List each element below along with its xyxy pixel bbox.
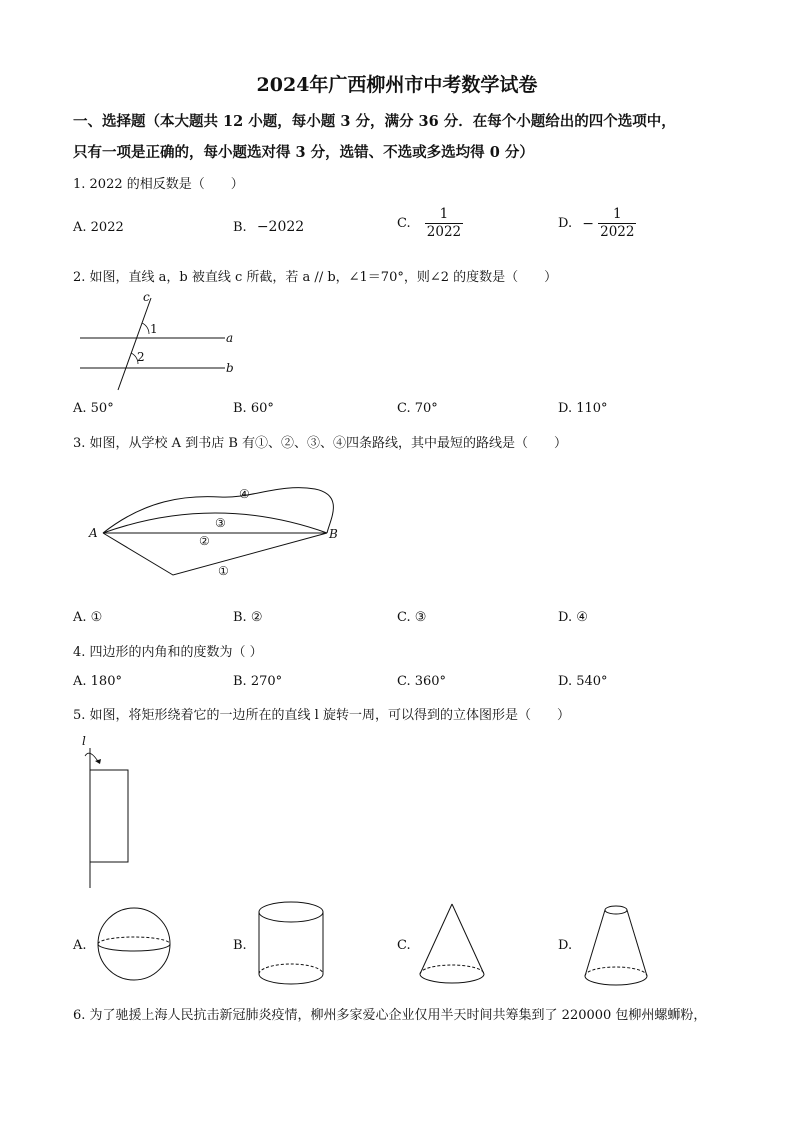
label-angle-2: 2 [137, 350, 145, 364]
q4-stem: 4. 四边形的内角和的度数为（ ） [73, 645, 263, 660]
label-route-2: ② [199, 534, 210, 548]
q1-option-d-label: D. [558, 216, 573, 231]
q1-option-d-denominator: 2022 [600, 224, 635, 240]
cone-figure [418, 900, 493, 990]
line-c [118, 298, 151, 390]
q1-option-c-label: C. [397, 216, 411, 231]
q3-option-c: C. ③ [397, 610, 427, 625]
cylinder-top [259, 902, 323, 922]
label-school-a: A [89, 526, 98, 540]
sphere-equator-front [98, 944, 170, 951]
cone-left-edge [420, 904, 452, 974]
label-c: c [143, 290, 150, 304]
section-heading-line-1: 一、选择题（本大题共 12 小题，每小题 3 分，满分 36 分．在每个小题给出的四个选项中， [73, 113, 676, 130]
q1-option-b [233, 219, 304, 235]
q5-option-c: C. [397, 938, 411, 953]
frustum-right-edge [627, 910, 647, 976]
label-route-1: ① [218, 564, 229, 578]
cylinder-base-back [259, 964, 323, 974]
q5-option-a: A. [73, 938, 87, 953]
q4-option-b: B. 270° [233, 674, 283, 689]
sphere-figure [97, 905, 177, 985]
frustum-left-edge [585, 910, 605, 976]
page-title: 2024年广西柳州市中考数学试卷 [256, 74, 538, 96]
q3-option-b: B. ② [233, 610, 263, 625]
q1-option-d-numerator: 1 [612, 206, 622, 222]
q1-option-c [397, 206, 463, 241]
q5-option-d: D. [558, 938, 573, 953]
q5-option-b: B. [233, 938, 247, 953]
q3-option-a: A. ① [73, 610, 103, 625]
frustum-top [605, 906, 627, 914]
section-heading-line-2: 只有一项是正确的，每小题选对得 3 分，选错、不选或多选均得 0 分） [73, 144, 534, 161]
q1-stem: 1. 2022 的相反数是（ ） [73, 177, 244, 192]
frustum-base-back [585, 967, 647, 976]
rotating-rectangle-figure [70, 728, 150, 893]
angle-1-arc [142, 323, 149, 334]
rotation-arrow-icon [95, 759, 101, 764]
cone-base-back [420, 965, 484, 974]
q1-option-d [558, 206, 636, 241]
q1-option-b-value: −2022 [256, 219, 305, 235]
label-b: b [226, 361, 234, 375]
cone-right-edge [452, 904, 484, 974]
label-route-3: ③ [215, 516, 226, 530]
q1-option-c-numerator: 1 [439, 206, 449, 222]
q1-option-a: A. 2022 [73, 220, 124, 235]
cone-base-front [420, 974, 484, 983]
cylinder-figure [257, 898, 332, 988]
frustum-base-front [585, 976, 647, 985]
route-1 [103, 533, 327, 575]
label-angle-1: 1 [150, 322, 158, 336]
label-l: l [82, 734, 86, 748]
q1-option-c-denominator: 2022 [426, 224, 462, 240]
routes-figure [85, 475, 355, 585]
label-a: a [226, 331, 234, 345]
q4-option-c: C. 360° [397, 674, 447, 689]
q6-stem: 6. 为了驰援上海人民抗击新冠肺炎疫情，柳州多家爱心企业仅用半天时间共筹集到了 220000 包柳州螺蛳粉， [73, 1008, 707, 1023]
q4-option-d: D. 540° [558, 674, 608, 689]
cylinder-base-front [259, 974, 323, 984]
frustum-figure [584, 900, 659, 990]
q2-stem: 2. 如图，直线 a，b 被直线 c 所截，若 a // b，∠1＝70°，则∠2 的度数是（ ） [73, 270, 558, 285]
label-route-4: ④ [239, 487, 250, 501]
q1-option-d-fraction [598, 206, 636, 241]
parallel-lines-figure [70, 290, 250, 390]
sphere-equator-back [98, 937, 170, 944]
q2-option-d: D. 110° [558, 401, 608, 416]
rectangle [90, 770, 128, 862]
q3-stem: 3. 如图，从学校 A 到书店 B 有①、②、③、④四条路线，其中最短的路线是（ ） [73, 436, 568, 451]
q4-option-a: A. 180° [73, 674, 122, 689]
label-bookstore-b: B [329, 527, 338, 541]
q1-option-d-sign: − [582, 215, 594, 232]
q2-option-b: B. 60° [233, 401, 274, 416]
q1-option-c-fraction [425, 206, 463, 241]
sphere-outline [98, 908, 170, 980]
q2-option-c: C. 70° [397, 401, 438, 416]
q5-stem: 5. 如图，将矩形绕着它的一边所在的直线 l 旋转一周，可以得到的立体图形是（ ） [73, 708, 570, 723]
q3-option-d: D. ④ [558, 610, 588, 625]
q1-option-b-label: B. [233, 220, 247, 235]
q2-option-a: A. 50° [73, 401, 114, 416]
